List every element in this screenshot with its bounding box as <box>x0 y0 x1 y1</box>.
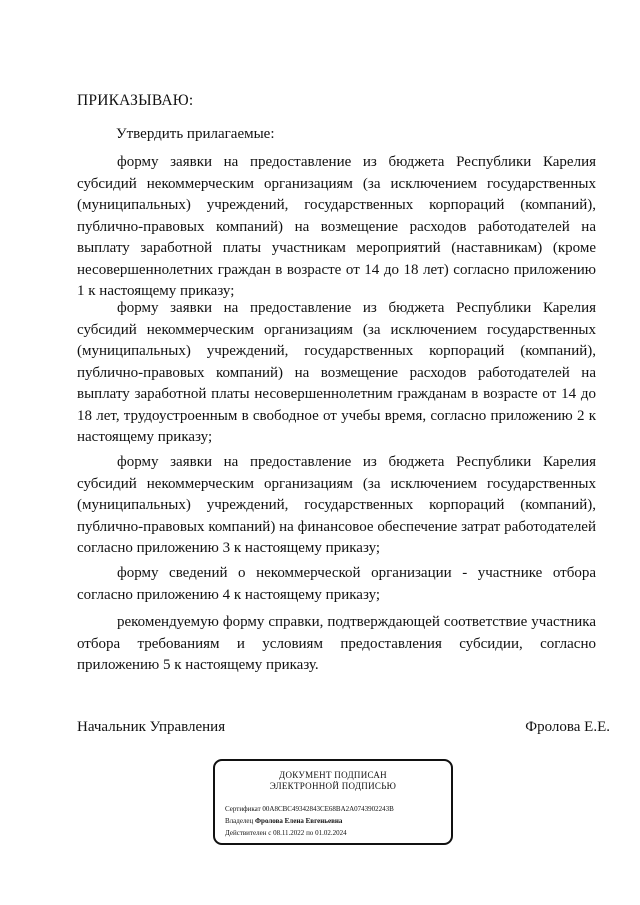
stamp-title <box>215 770 451 792</box>
stamp-certificate-value: 00A8CBC49342843CE68BA2A0743902243B <box>262 805 394 813</box>
paragraph-appendix-3: форму заявки на предоставление из бюджета Республики Карелия субсидий некоммерческим организациям (за исключением государственных (муниципальных) учреждений, государственных корпораций (компаний), публично-правовых компаний) на финансовое обеспечение затрат работодателей согласно приложению 3 к настоящему приказу; <box>77 454 596 556</box>
signer-name: Фролова Е.Е. <box>525 719 610 735</box>
stamp-certificate <box>225 803 451 815</box>
signature-row <box>77 719 610 736</box>
stamp-title-line-1: ДОКУМЕНТ ПОДПИСАН <box>279 770 387 780</box>
paragraph-appendix-4: форму сведений о некоммерческой организации - участнике отбора согласно приложению 4 к настоящему приказу; <box>77 565 596 603</box>
paragraph-appendix-1: форму заявки на предоставление из бюджета Республики Карелия субсидий некоммерческим организациям (за исключением государственных (муниципальных) учреждений, государственных корпораций (компаний), публично-правовых компаний) на возмещение расходов работодателей на выплату заработной платы участникам мероприятий (наставникам) (кроме несовершеннолетних граждан в возрасте от 14 до 18 лет) согласно приложению 1 к настоящему приказу; <box>77 154 596 299</box>
stamp-title-line-2: ЭЛЕКТРОННОЙ ПОДПИСЬЮ <box>269 781 397 791</box>
intro-text: Утвердить прилагаемые: <box>116 126 275 142</box>
electronic-signature-stamp <box>213 759 453 845</box>
stamp-certificate-label: Сертификат <box>225 805 261 813</box>
stamp-owner <box>225 815 451 827</box>
paragraph-appendix-5: рекомендуемую форму справки, подтверждающей соответствие участника отбора требованиям и условиям предоставления субсидии, согласно приложению 5 к настоящему приказу. <box>77 614 596 673</box>
paragraph-appendix-2: форму заявки на предоставление из бюджета Республики Карелия субсидий некоммерческим организациям (за исключением государственных (муниципальных) учреждений, государственных корпораций (компаний), публично-правовых компаний) на возмещение расходов работодателей на выплату заработной платы несовершеннолетним гражданам в возрасте от 14 до 18 лет, трудоустроенным в свободное от учебы время, согласно приложению 2 к настоящему приказу; <box>77 300 596 445</box>
stamp-valid-from: 08.11.2022 <box>273 829 305 837</box>
stamp-validity <box>225 827 451 839</box>
stamp-valid-from-label: с <box>268 829 272 837</box>
stamp-valid-label: Действителен <box>225 829 267 837</box>
stamp-owner-label: Владелец <box>225 817 254 825</box>
order-heading: ПРИКАЗЫВАЮ: <box>77 92 194 109</box>
stamp-valid-to-label: по <box>306 829 314 837</box>
stamp-valid-to: 01.02.2024 <box>315 829 347 837</box>
signer-position: Начальник Управления <box>77 719 226 735</box>
stamp-owner-value: Фролова Елена Евгеньевна <box>255 817 343 825</box>
